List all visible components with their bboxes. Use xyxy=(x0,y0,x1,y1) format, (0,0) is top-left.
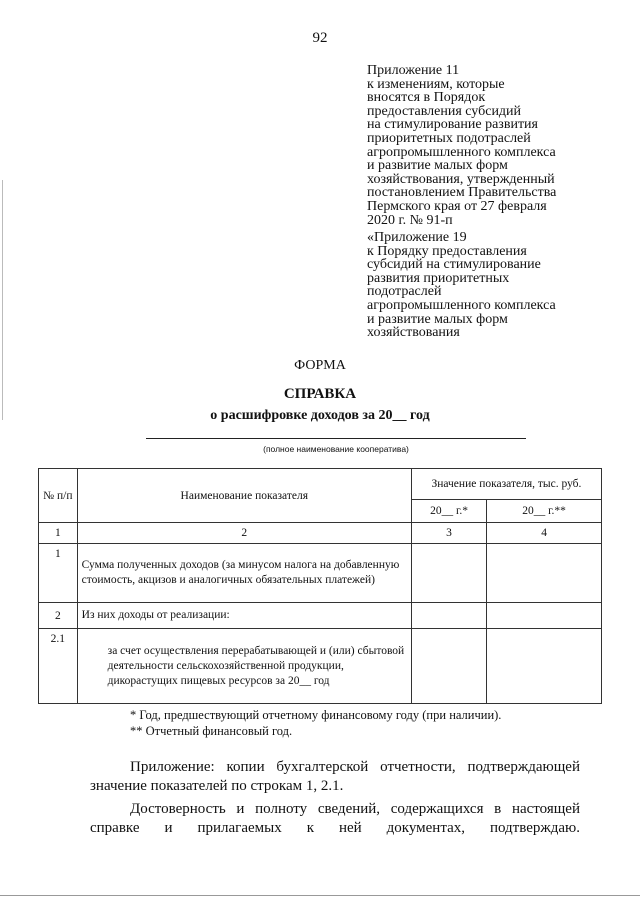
appendix-line: хозяйствования xyxy=(367,325,460,341)
table-row xyxy=(39,629,602,704)
row-number: 2.1 xyxy=(39,629,78,704)
page-number: 92 xyxy=(312,30,328,46)
indicators-table xyxy=(38,468,602,704)
appendix-19-header xyxy=(367,231,607,340)
form-label: ФОРМА xyxy=(294,358,346,373)
index-cell: 4 xyxy=(487,523,602,544)
row-indicator-text: за счет осуществления перерабатывающей и (или) сбытовой деятельности сельскохозяйственной продукции, дикорастущих пищевых ресурсов за 20__ год xyxy=(107,644,405,687)
appendix-line: вносятся в Порядок xyxy=(367,90,486,106)
table-row xyxy=(39,544,602,603)
appendix-line: к изменениям, которые xyxy=(367,76,505,92)
appendix-line: хозяйствования, утвержденный xyxy=(367,171,555,187)
header-year-previous: 20__ г.* xyxy=(411,500,486,523)
header-indicator-name: Наименование показателя xyxy=(77,469,411,523)
attachment-note: Приложение: копии бухгалтерской отчетности, подтверждающей значение показателей по строкам 1, 2.1. xyxy=(90,759,580,794)
row-indicator-text: Сумма полученных доходов (за минусом налога на добавленную стоимость, акцизов и аналогичных обязательных платежей) xyxy=(81,559,400,586)
appendix-line: развития приоритетных xyxy=(367,270,510,286)
value-cell[interactable] xyxy=(411,629,486,704)
value-cell[interactable] xyxy=(411,544,486,603)
scan-edge xyxy=(2,180,3,420)
appendix-line: и развитие малых форм xyxy=(367,158,508,174)
footnote: ** Отчетный финансовый год. xyxy=(130,724,293,738)
row-number: 1 xyxy=(39,544,78,603)
cooperative-name-line xyxy=(146,438,526,439)
value-cell[interactable] xyxy=(487,629,602,704)
row-indicator-name xyxy=(77,544,411,603)
row-number: 2 xyxy=(39,603,78,629)
row-indicator-text: Из них доходы от реализации: xyxy=(81,609,230,621)
header-num: № п/п xyxy=(39,469,78,523)
appendix-line: приоритетных подотраслей xyxy=(367,130,531,146)
footnote: * Год, предшествующий отчетному финансовому году (при наличии). xyxy=(130,708,502,722)
appendix-line: агропромышленного комплекса xyxy=(367,297,556,313)
value-cell[interactable] xyxy=(411,603,486,629)
appendix-line: и развитие малых форм xyxy=(367,311,508,327)
document-title: СПРАВКА xyxy=(283,386,357,402)
appendix-line: Приложение 11 xyxy=(367,63,460,78)
appendix-11-header xyxy=(367,64,607,227)
confirmation-note: Достоверность и полноту сведений, содержащихся в настоящей справке и прилагаемых к ней документах, подтверждаю. xyxy=(90,801,580,836)
footnotes xyxy=(130,707,501,739)
document-subtitle: о расшифровке доходов за 20__ год xyxy=(210,408,430,423)
appendix-line: Пермского края от 27 февраля xyxy=(367,198,547,214)
appendix-line: подотраслей xyxy=(367,284,442,300)
row-indicator-name xyxy=(77,629,411,704)
scan-edge xyxy=(0,895,640,896)
appendix-line: субсидий на стимулирование xyxy=(367,257,541,273)
appendix-line: предоставления субсидий xyxy=(367,103,522,119)
header-year-reporting: 20__ г.** xyxy=(487,500,602,523)
value-cell[interactable] xyxy=(487,603,602,629)
table-row xyxy=(39,603,602,629)
appendix-line: постановлением Правительства xyxy=(367,185,557,201)
index-cell: 2 xyxy=(77,523,411,544)
table-header-row xyxy=(39,469,602,500)
appendix-line: к Порядку предоставления xyxy=(367,243,527,259)
row-indicator-name xyxy=(77,603,411,629)
value-cell[interactable] xyxy=(487,544,602,603)
appendix-line: 2020 г. № 91-п xyxy=(367,212,453,228)
index-cell: 3 xyxy=(411,523,486,544)
cooperative-name-caption: (полное наименование кооператива) xyxy=(263,444,409,454)
index-cell: 1 xyxy=(39,523,78,544)
table-index-row xyxy=(39,523,602,544)
appendix-line: агропромышленного комплекса xyxy=(367,144,556,160)
appendix-line: на стимулирование развития xyxy=(367,117,538,133)
header-indicator-value: Значение показателя, тыс. руб. xyxy=(411,469,601,500)
appendix-line: «Приложение 19 xyxy=(367,230,467,245)
